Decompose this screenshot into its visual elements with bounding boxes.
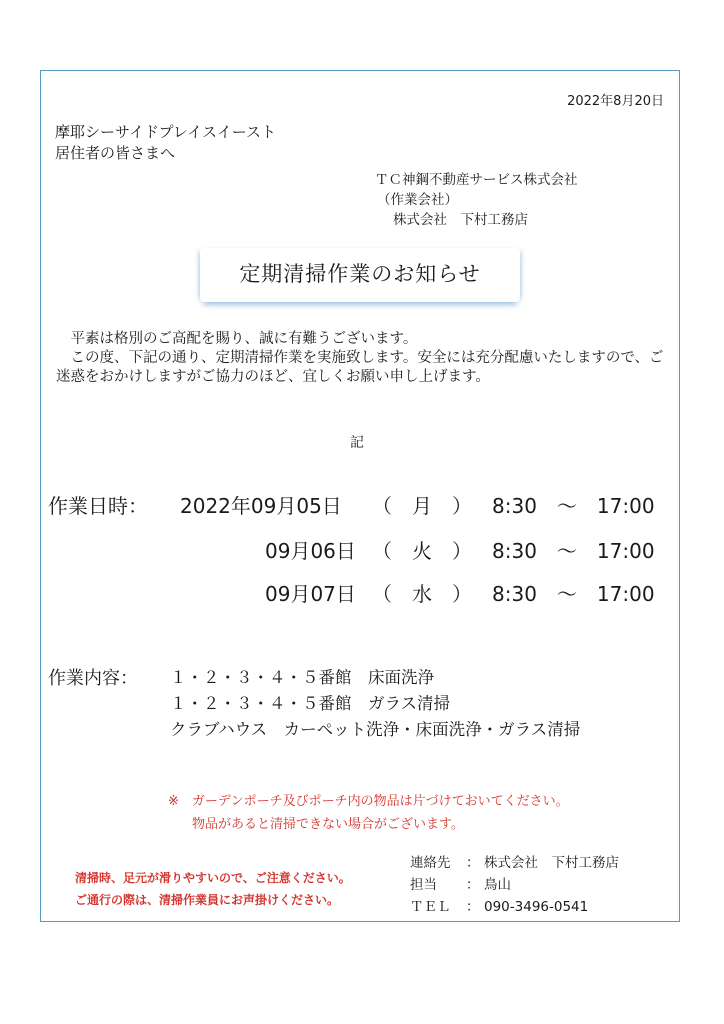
contact-key: 担当 [410, 877, 437, 893]
company-line-2: （作業会社） [377, 192, 458, 208]
recipient-line-1: 摩耶シーサイドプレイスイースト [55, 123, 276, 141]
contact-key: ＴＥＬ [410, 899, 451, 915]
contact-sep: ： [466, 877, 480, 893]
recipient-block [55, 122, 276, 164]
contact-row-tel [410, 896, 619, 918]
schedule-time-1: 8:30 ～ 17:00 [492, 494, 655, 518]
company-block [375, 170, 578, 230]
contact-value: 株式会社 下村工務店 [484, 855, 619, 871]
company-line-3: 株式会社 下村工務店 [393, 212, 528, 228]
content-item-1: １・２・３・４・５番館 床面洗浄 [170, 668, 434, 687]
ki-mark: 記 [350, 435, 364, 451]
contact-value: 鳥山 [484, 877, 511, 893]
schedule-day-1: （ 月 ） [372, 494, 472, 518]
content-item-3: クラブハウス カーペット洗浄・床面洗浄・ガラス清掃 [170, 720, 581, 739]
contact-block [410, 852, 619, 918]
notice-line-1: ※ ガーデンポーチ及びポーチ内の物品は片づけておいてください。 [168, 794, 569, 809]
schedule-time-2: 8:30 ～ 17:00 [492, 539, 655, 563]
contact-sep: ： [466, 855, 480, 871]
contact-row-company [410, 852, 619, 874]
content-label: 作業内容： [48, 668, 138, 689]
contact-sep: ： [466, 899, 480, 915]
contact-phone[interactable]: 090-3496-0541 [484, 899, 589, 915]
company-line-1: ＴＣ神鋼不動産サービス株式会社 [375, 172, 578, 188]
body-text [56, 330, 676, 387]
schedule-date-1: 2022年09月05日 [180, 494, 342, 518]
schedule-day-2: （ 火 ） [372, 539, 472, 563]
schedule-label: 作業日時： [48, 494, 148, 518]
schedule-time-3: 8:30 ～ 17:00 [492, 582, 655, 606]
caution-line-1: 清掃時、足元が滑りやすいので、ご注意ください。 [75, 871, 351, 885]
schedule-date-2: 09月06日 [265, 539, 356, 563]
schedule-day-3: （ 水 ） [372, 582, 472, 606]
content-item-2: １・２・３・４・５番館 ガラス清掃 [170, 694, 451, 713]
caution-line-2: ご通行の際は、清掃作業員にお声掛けください。 [75, 893, 340, 907]
document-title: 定期清掃作業のお知らせ [239, 262, 481, 286]
notice-line-2: 物品があると清掃できない場合がございます。 [192, 817, 464, 832]
document-date: 2022年8月20日 [567, 94, 664, 109]
body-paragraph-2: この度、下記の通り、定期清掃作業を実施致します。安全には充分配慮いたしますので、ご迷惑をおかけしますがご協力のほど、宜しくお願い申し上げます。 [56, 350, 664, 385]
recipient-line-2: 居住者の皆さまへ [55, 144, 176, 162]
contact-key: 連絡先 [410, 855, 451, 871]
body-paragraph-1: 平素は格別のご高配を賜り、誠に有難うございます。 [56, 331, 418, 347]
contact-row-person [410, 874, 619, 896]
schedule-date-3: 09月07日 [265, 582, 356, 606]
